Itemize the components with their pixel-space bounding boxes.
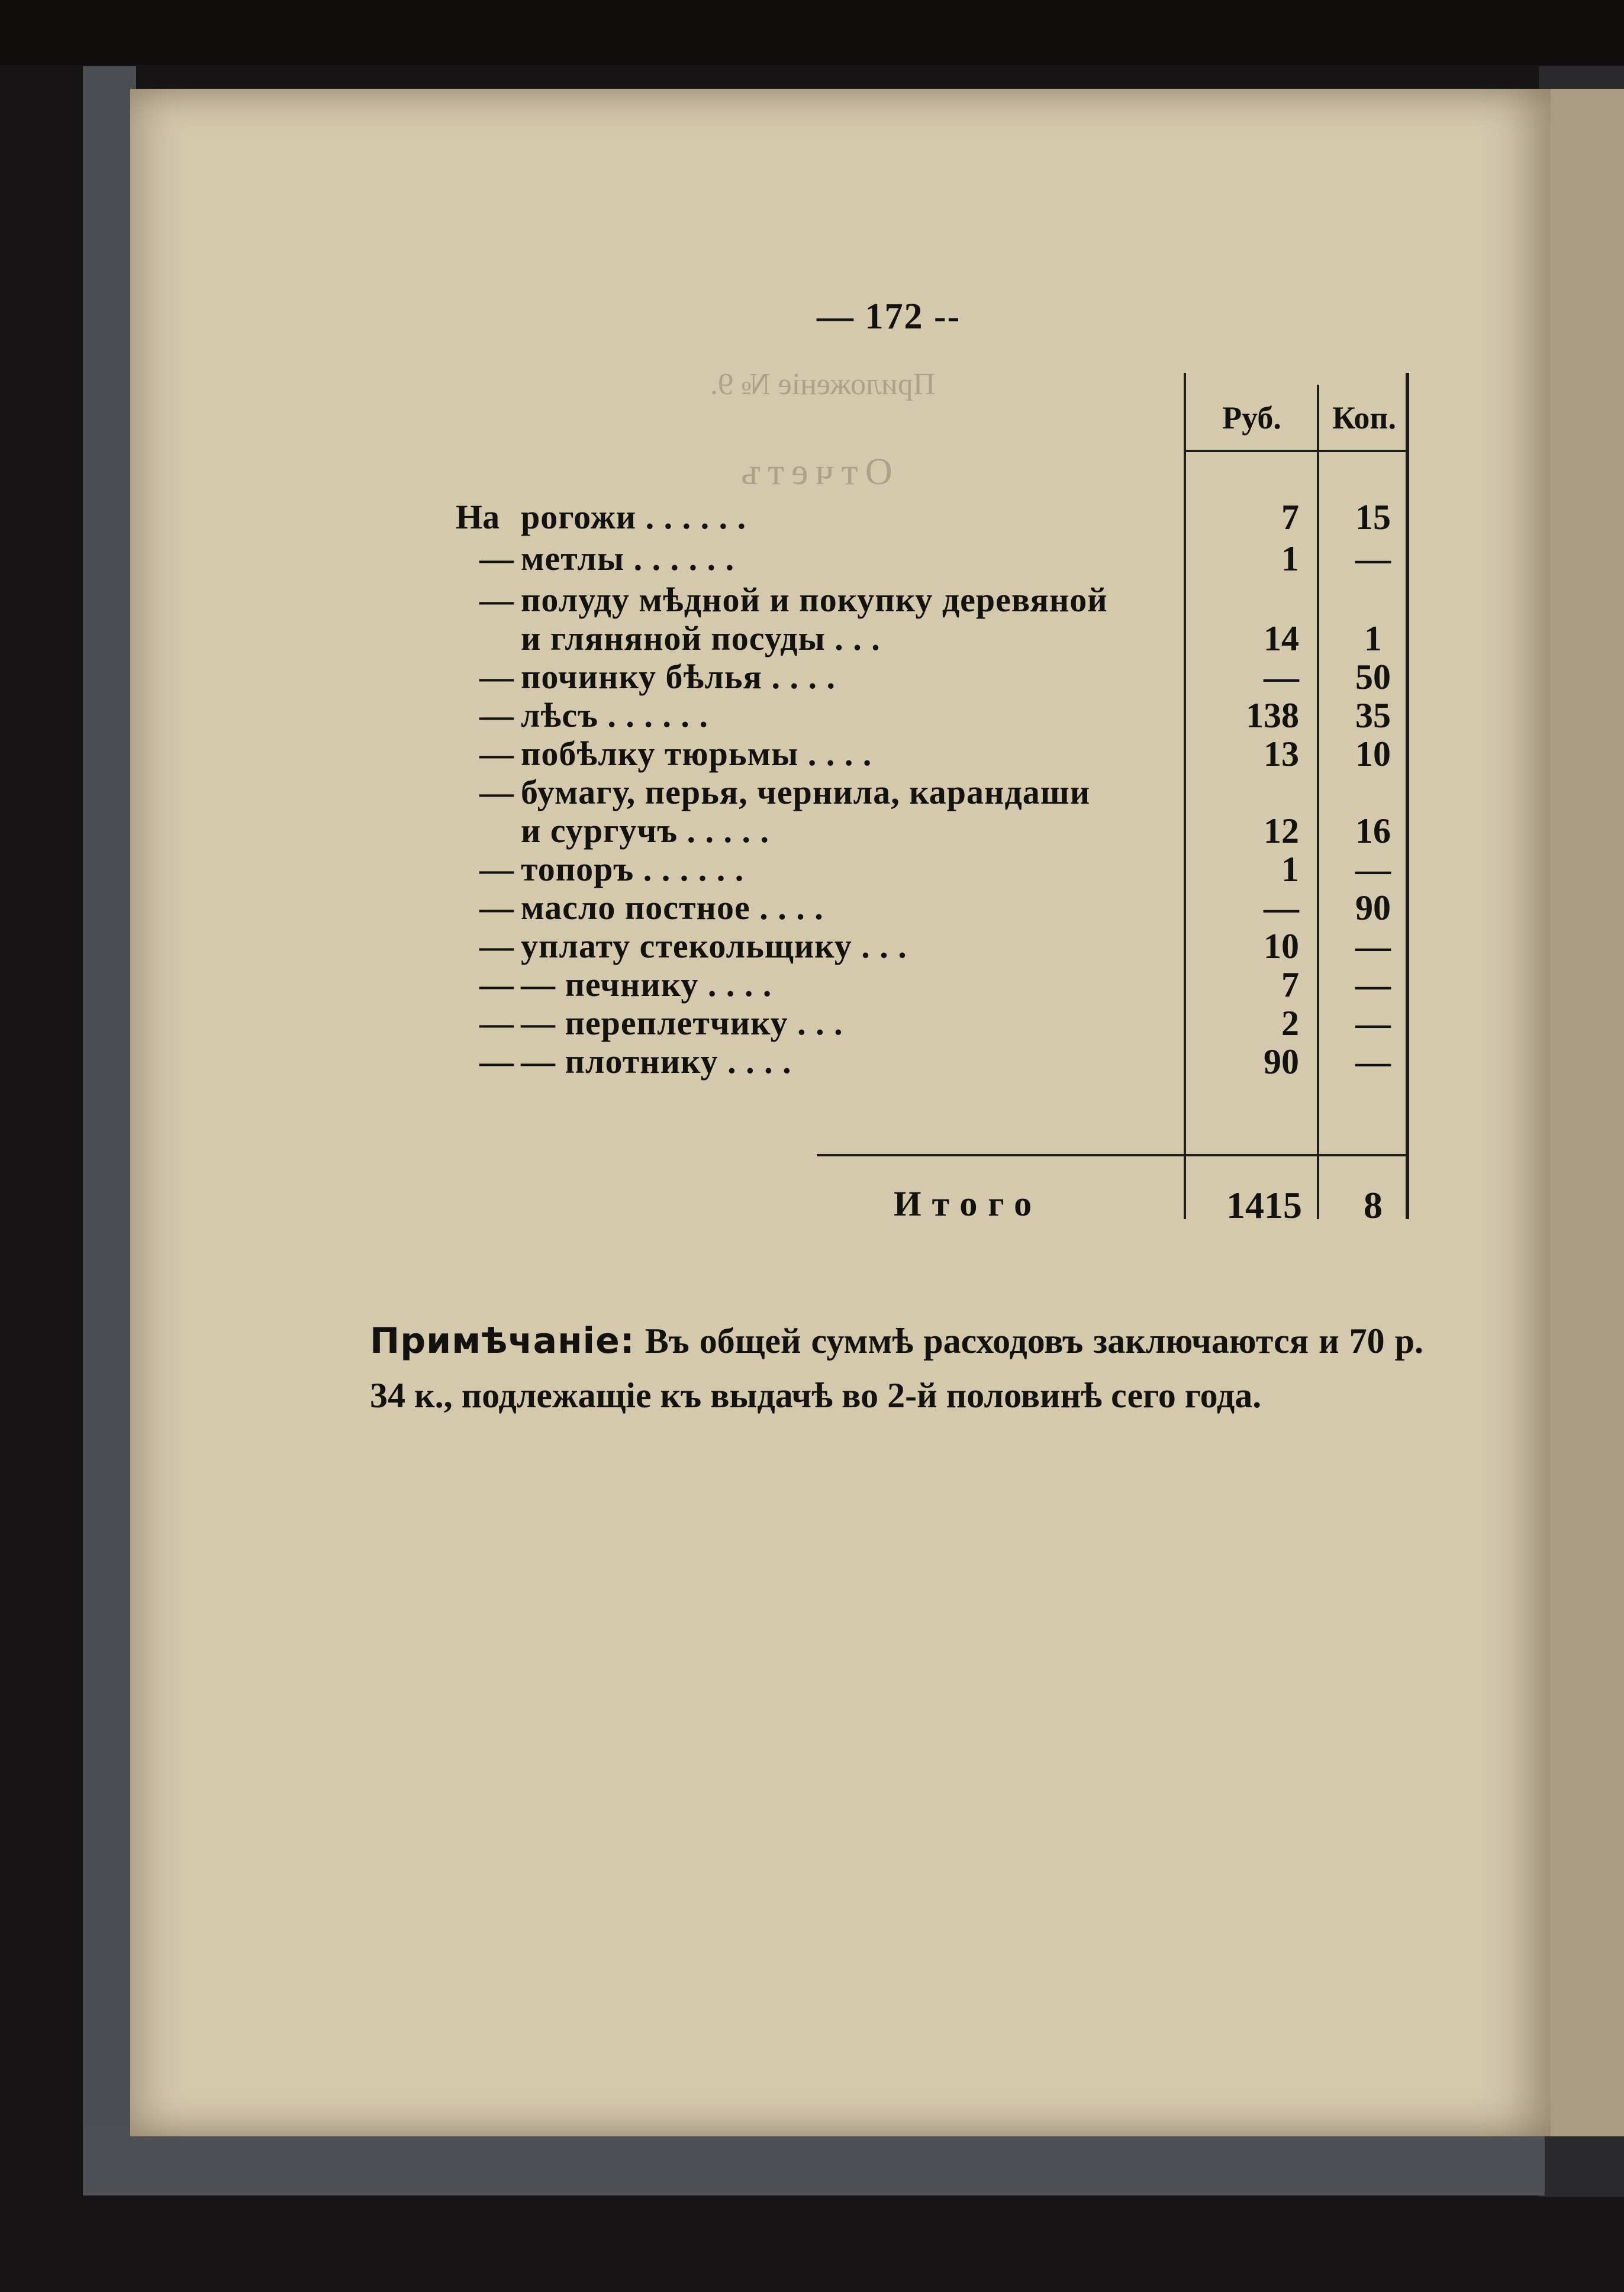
row-rub: — bbox=[1264, 657, 1299, 697]
row-kop: — bbox=[1355, 1004, 1391, 1043]
column-header-kop: Коп. bbox=[1332, 400, 1397, 436]
row-prefix: — bbox=[479, 657, 514, 696]
row-kop: 10 bbox=[1355, 734, 1391, 773]
row-rub: 10 bbox=[1264, 927, 1299, 966]
row-description: полуду мѣдной и покупку деревяной bbox=[521, 581, 1108, 619]
row-rub: 14 bbox=[1264, 619, 1299, 658]
row-description: побѣлку тюрьмы . . . . bbox=[521, 734, 872, 773]
header-underline bbox=[1184, 450, 1409, 452]
row-rub: 13 bbox=[1264, 734, 1299, 773]
total-rule bbox=[817, 1154, 1409, 1156]
row-prefix: — bbox=[479, 734, 514, 773]
row-description: починку бѣлья . . . . bbox=[521, 657, 836, 696]
row-kop: — bbox=[1355, 850, 1391, 889]
row-kop: 1 bbox=[1364, 619, 1382, 658]
row-rub: 7 bbox=[1281, 965, 1299, 1004]
book-cover-left bbox=[83, 66, 136, 2138]
row-kop: — bbox=[1355, 1042, 1391, 1081]
total-kop: 8 bbox=[1364, 1184, 1383, 1226]
page-number: — 172 -- bbox=[817, 296, 961, 337]
row-prefix: — bbox=[479, 1004, 514, 1042]
footnote-label: Примѣчаніе: bbox=[370, 1320, 635, 1362]
total-label: Итого bbox=[894, 1184, 1043, 1223]
row-kop: 50 bbox=[1355, 657, 1391, 697]
row-rub: 90 bbox=[1264, 1042, 1299, 1081]
next-page-edge bbox=[1551, 89, 1624, 2136]
row-rub: — bbox=[1264, 888, 1299, 927]
row-prefix: — bbox=[479, 927, 514, 965]
row-description: — переплетчику . . . bbox=[521, 1004, 843, 1042]
column-header-rub: Руб. bbox=[1222, 400, 1281, 436]
table-rule-middle bbox=[1317, 385, 1319, 1219]
row-description: бумагу, перья, чернила, карандаши bbox=[521, 773, 1091, 811]
row-kop: 90 bbox=[1355, 888, 1391, 927]
row-rub: 1 bbox=[1281, 850, 1299, 889]
row-description: — плотнику . . . . bbox=[521, 1042, 792, 1081]
row-description: лѣсъ . . . . . . bbox=[521, 696, 708, 734]
row-kop: — bbox=[1355, 927, 1391, 966]
row-rub: 12 bbox=[1264, 811, 1299, 850]
row-kop: — bbox=[1355, 965, 1391, 1004]
row-rub: 2 bbox=[1281, 1004, 1299, 1043]
row-prefix: — bbox=[479, 581, 514, 619]
row-description: метлы . . . . . . bbox=[521, 539, 735, 578]
footnote-text: Въ общей суммѣ расходовъ заключаются и 70 р. 34 к., подлежащіе къ выдачѣ во 2-й половинѣ сего года. bbox=[370, 1321, 1423, 1415]
bleed-through-title: Отчетъ bbox=[734, 450, 892, 492]
cover-top-edge bbox=[0, 0, 1624, 65]
bleed-through-heading: Приложеніе № 9. bbox=[710, 368, 936, 401]
row-prefix: — bbox=[479, 696, 514, 734]
row-rub: 138 bbox=[1246, 696, 1299, 735]
row-description: топоръ . . . . . . bbox=[521, 850, 745, 888]
row-prefix: — bbox=[479, 888, 514, 927]
row-rub: 1 bbox=[1281, 539, 1299, 578]
row-prefix: — bbox=[479, 773, 514, 811]
row-prefix: — bbox=[479, 850, 514, 888]
row-prefix: — bbox=[479, 965, 514, 1004]
row-kop: 15 bbox=[1355, 498, 1391, 537]
footnote bbox=[370, 1314, 1423, 1423]
row-description: — печнику . . . . bbox=[521, 965, 772, 1004]
row-description: рогожи . . . . . . bbox=[521, 498, 747, 536]
row-description: и сургучъ . . . . . bbox=[521, 811, 770, 850]
row-prefix: — bbox=[479, 1042, 514, 1081]
total-rub: 1415 bbox=[1226, 1184, 1302, 1226]
row-prefix: — bbox=[479, 539, 514, 578]
row-description: масло постное . . . . bbox=[521, 888, 824, 927]
row-rub: 7 bbox=[1281, 498, 1299, 537]
row-kop: 35 bbox=[1355, 696, 1391, 735]
row-prefix: На bbox=[456, 498, 500, 536]
row-description: уплату стекольщику . . . bbox=[521, 927, 907, 965]
row-kop: — bbox=[1355, 539, 1391, 578]
row-description: и гляняной посуды . . . bbox=[521, 619, 881, 657]
row-kop: 16 bbox=[1355, 811, 1391, 850]
